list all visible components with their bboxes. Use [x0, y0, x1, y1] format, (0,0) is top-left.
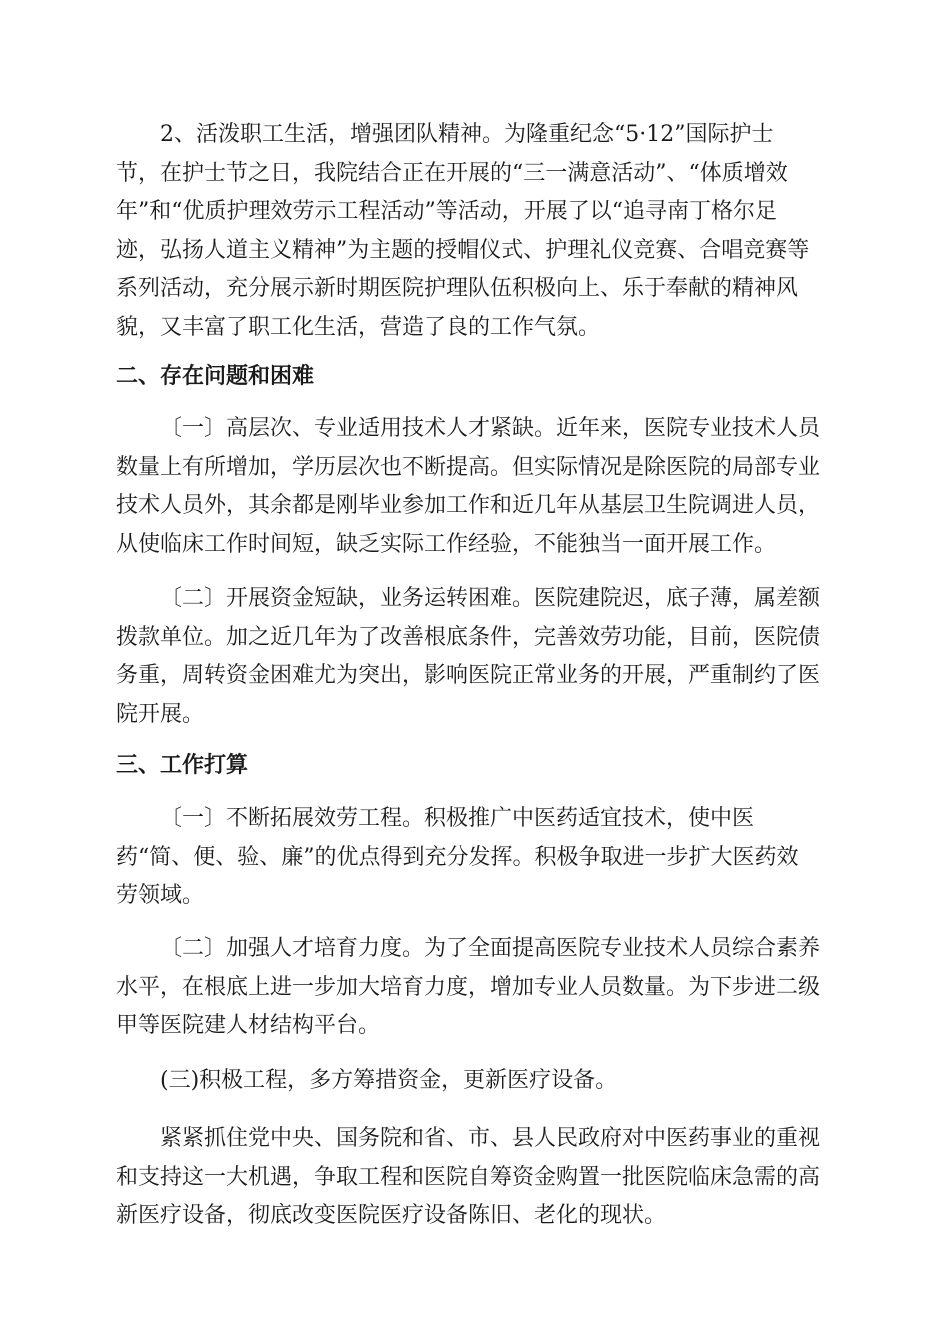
text-line: 貌，又丰富了职工化生活，营造了良的工作气氛。 [116, 314, 601, 340]
text-line: 和支持这一大机遇，争取工程和医院自筹资金购置一批医院临床急需的高 [116, 1164, 821, 1190]
section-heading-plans: 三、工作打算 [116, 753, 249, 778]
text-line: 节，在护士节之日，我院结合正在开展的“三一满意活动”、“体质增效 [116, 160, 788, 186]
text-line: 〔一〕不断拓展效劳工程。积极推广中医药适宜技术，使中医 [160, 806, 755, 831]
paragraph-expand-services [116, 800, 832, 916]
text-line: 新医疗设备，彻底改变医院医疗设备陈旧、老化的现状。 [116, 1203, 667, 1229]
paragraph-talent-shortage [116, 410, 832, 564]
text-line: 务重，周转资金困难尤为突出，影响医院正常业务的开展，严重制约了医 [116, 663, 821, 689]
text-line: 2、活泼职工生活，增强团队精神。为隆重纪念“5·12”国际护士 [160, 122, 774, 147]
text-line: 年”和“优质护理效劳示工程活动”等活动，开展了以“追寻南丁格尔足 [116, 199, 777, 225]
text-line: 甲等医院建人材结构平台。 [116, 1013, 381, 1039]
text-line: 劳领域。 [116, 883, 205, 909]
section-heading-problems: 二、存在问题和困难 [116, 364, 315, 389]
text-line: 紧紧抓住党中央、国务院和省、市、县人民政府对中医药事业的重视 [160, 1126, 821, 1151]
text-line: (三)积极工程，多方筹措资金，更新医疗设备。 [160, 1068, 618, 1093]
text-line: 水平，在根底上进一步加大培育力度，增加专业人员数量。为下步进二级 [116, 974, 821, 1000]
text-line: 药“简、便、验、廉”的优点得到充分发挥。积极争取进一步扩大医药效 [116, 844, 799, 870]
paragraph-equipment [116, 1062, 832, 1101]
text-line: 拨款单位。加之近几年为了改善根底条件，完善效劳功能，目前，医院债 [116, 624, 821, 650]
text-line: 院开展。 [116, 701, 205, 727]
paragraph-talent-training [116, 930, 832, 1046]
paragraph-seize-opportunity [116, 1120, 832, 1236]
text-line: 从使临床工作时间短，缺乏实际工作经验，不能独当一面开展工作。 [116, 531, 777, 557]
text-line: 〔二〕加强人才培育力度。为了全面提高医院专业技术人员综合素养 [160, 936, 821, 961]
paragraph-funding-shortage [116, 580, 832, 734]
paragraph-team-spirit [116, 116, 832, 348]
text-line: 迹，弘扬人道主义精神”为主题的授帽仪式、护理礼仪竞赛、合唱竞赛等 [116, 237, 810, 263]
text-line: 〔一〕高层次、专业适用技术人才紧缺。近年来，医院专业技术人员 [160, 416, 821, 441]
text-line: 数量上有所增加，学历层次也不断提高。但实际情况是除医院的局部专业 [116, 454, 821, 480]
text-line: 〔二〕开展资金短缺，业务运转困难。医院建院迟，底子薄，属差额 [160, 586, 821, 611]
text-line: 技术人员外，其余都是刚毕业参加工作和近几年从基层卫生院调进人员， [116, 493, 821, 519]
text-line: 系列活动，充分展示新时期医院护理队伍积极向上、乐于奉献的精神风 [116, 276, 799, 302]
